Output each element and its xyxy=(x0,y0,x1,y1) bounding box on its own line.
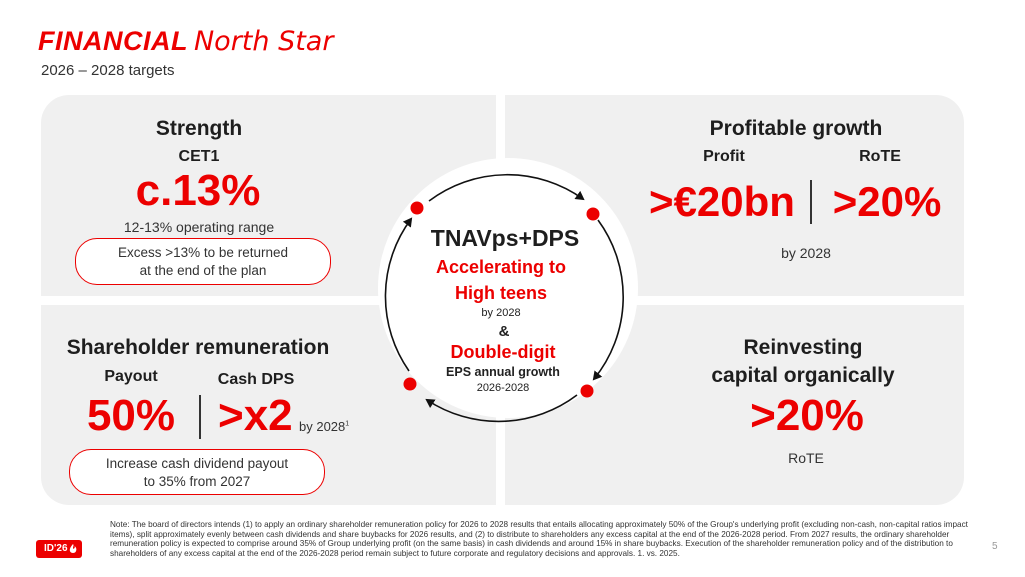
center-by-2028: by 2028 xyxy=(481,307,521,319)
id26-badge xyxy=(36,540,82,558)
payout-label: Payout xyxy=(104,368,158,385)
dps-footnote-ref: 1 xyxy=(345,420,350,428)
pill-line: at the end of the plan xyxy=(139,263,267,278)
cet1-label: CET1 xyxy=(178,148,220,165)
dps-by-text: by 2028 xyxy=(299,419,346,434)
badge-text: ID'26 xyxy=(44,543,68,554)
reinvesting-heading-2: capital organically xyxy=(711,364,895,387)
divider xyxy=(810,180,812,224)
slide-subtitle: 2026 – 2028 targets xyxy=(41,62,175,79)
pill-line: to 35% from 2027 xyxy=(143,474,251,489)
center-eps-growth: EPS annual growth xyxy=(446,365,560,379)
center-high-teens: High teens xyxy=(454,283,548,303)
reinvesting-heading-1: Reinvesting xyxy=(743,336,863,359)
center-period: 2026-2028 xyxy=(476,382,530,394)
cash-dps-label: Cash DPS xyxy=(217,371,295,388)
profit-label: Profit xyxy=(703,148,745,165)
title-financial: FINANCIAL xyxy=(38,26,188,56)
profitable-growth-heading: Profitable growth xyxy=(709,117,883,140)
cycle-arrow-bottom xyxy=(427,395,577,421)
excess-capital-pill xyxy=(75,238,331,285)
reinvesting-value: >20% xyxy=(750,391,864,440)
payout-value: 50% xyxy=(86,391,176,440)
profit-value: >€20bn xyxy=(649,178,795,225)
cycle-dot xyxy=(587,208,600,221)
cycle-dot xyxy=(411,202,424,215)
footnote: Note: The board of directors intends (1) to apply an ordinary shareholder remuneration policy for 2026 to 2028 results that entails allocating approximately 50% of the Group's underlying profit (excluding non-cash, non-capital ratios impact items), split approximately evenly between cash dividends and share buybacks for 2026 results, and (2) to distribute to shareholders any excess capital at the end of the 2026-2028 period. From 2027 results, the ordinary shareholder remuneration policy is expected to comprise around 35% of Group underlying profit (on the same basis) in cash dividends and around 15% in share buybacks. Execution of the shareholder remuneration policy and of the distribution to shareholders of any excess capital at the end of the 2026-2028 period remain subject to future corporate and regulatory decisions and approvals. 1. vs. 2025. xyxy=(110,520,968,558)
santander-flame-icon xyxy=(68,544,78,554)
pill-line: Increase cash dividend payout xyxy=(105,456,289,471)
dps-value: >x2 xyxy=(218,391,293,440)
pill-line: Excess >13% to be returned xyxy=(118,245,288,260)
title-north-star: North Star xyxy=(193,26,334,57)
shareholder-heading: Shareholder remuneration xyxy=(66,336,330,359)
by-2028-label: by 2028 xyxy=(781,245,831,261)
reinvesting-label: RoTE xyxy=(788,450,824,466)
divider xyxy=(199,395,201,439)
center-title: TNAVps+DPS xyxy=(430,225,580,251)
cycle-dot xyxy=(581,385,594,398)
dps-by-label xyxy=(299,419,349,434)
cycle-arrow-right xyxy=(594,220,623,379)
rote-value: >20% xyxy=(832,178,942,225)
strength-heading: Strength xyxy=(155,117,243,140)
cycle-arrow-top xyxy=(429,175,583,201)
cycle-dot xyxy=(404,378,417,391)
cycle-arrow-left xyxy=(385,219,411,371)
cet1-range: 12-13% operating range xyxy=(123,219,275,235)
cet1-value: c.13% xyxy=(135,166,261,215)
center-accelerating: Accelerating to xyxy=(435,257,567,277)
page-number: 5 xyxy=(992,541,998,552)
dividend-payout-pill xyxy=(69,449,325,495)
center-double-digit: Double-digit xyxy=(450,342,556,362)
center-ampersand: & xyxy=(498,323,510,340)
rote-label: RoTE xyxy=(859,148,901,165)
slide-title xyxy=(38,26,333,57)
